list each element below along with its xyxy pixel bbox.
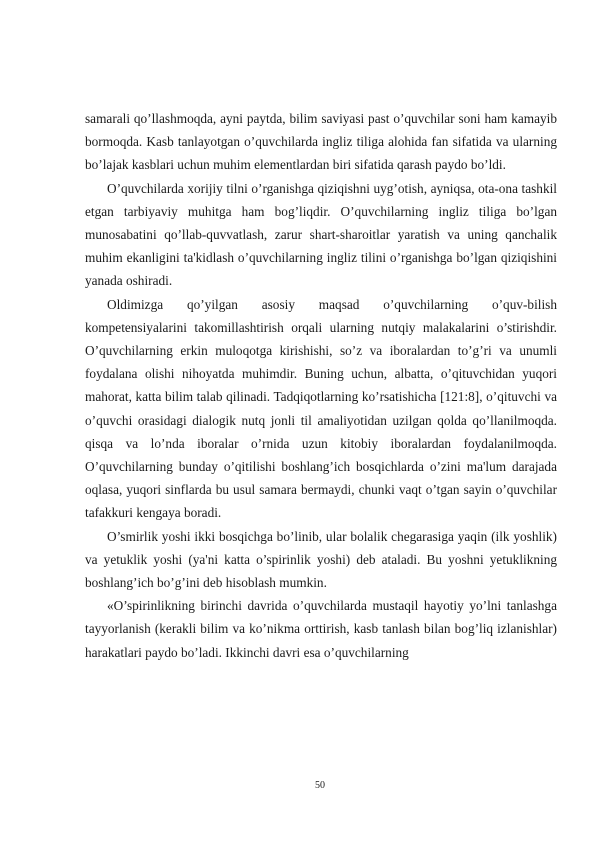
- paragraph-1: samarali qo’llashmoqda, ayni paytda, bilim saviyasi past o’quvchilar soni ham kamayib bormoqda. Kasb tanlayotgan o’quvchilarda ingliz tiliga alohida fan sifatida va ularning bo’lajak kasblari uchun muhim elementlardan biri sifatida qarash paydo bo’ldi.: [85, 111, 557, 173]
- paragraph-2: O’quvchilarda xorijiy tilni o’rganishga qiziqishni uyg’otish, ayniqsa, ota-ona tashkil etgan tarbiyaviy muhitga ham bog’liqdir. O’quvchilarning ingliz tiliga bo’lgan munosabatini qo’llab-quvvatlash, zarur shart-sharoitlar yaratish va uning qanchalik muhim ekanligini ta'kidlash o’quvchilarning ingliz tilini o’rganishga bo’lgan qiziqishini yanada oshiradi.: [85, 180, 557, 289]
- page-body: [85, 107, 557, 664]
- paragraph-4: O’smirlik yoshi ikki bosqichga bo’linib, ular bolalik chegarasiga yaqin (ilk yoshlik) va yetuklik yoshi (ya'ni katta o’spirinlik yoshi) deb ataladi. Bu yoshni yetuklikning boshlang’ich bo’g’ini deb hisoblash mumkin.: [85, 528, 557, 591]
- page-number: 50: [315, 780, 325, 791]
- paragraph-3: Oldimizga qo’yilgan asosiy maqsad o’quvchilarning o’quv-bilish kompetensiyalarini takomillashtirish orqali ularning nutqiy malakalarini o’stirishdir. O’quvchilarning erkin muloqotga kirishishi, so’z va iboralardan to’g’ri va unumli foydalana olishi nihoyatda muhimdir. Buning uchun, albatta, o’qituvchidan yuqori mahorat, katta bilim talab qilinadi. Tadqiqotlarning ko’rsatishicha [121:8], o’qituvchi va o’quvchi orasidagi dialogik nutq jonli til amaliyotidan uzilgan qolda qo’llanilmoqda. qisqa va lo’nda iboralar o’rnida uzun kitobiy iboralardan foydalanilmoqda. O’quvchilarning bunday o’qitilishi boshlang’ich bosqichlarda o’zini ma'lum darajada oqlasa, yuqori sinflarda bu usul samara bermaydi, chunki vaqt o’tgan sayin o’quvchilar tafakkuri kengaya boradi.: [85, 296, 557, 521]
- paragraph-5: «O’spirinlikning birinchi davrida o’quvchilarda mustaqil hayotiy yo’lni tanlashga tayyorlanish (kerakli bilim va ko’nikma orttirish, kasb tanlash bilan bog’liq izlanishlar) harakatlari paydo bo’ladi. Ikkinchi davri esa o’quvchilarning: [85, 598, 557, 660]
